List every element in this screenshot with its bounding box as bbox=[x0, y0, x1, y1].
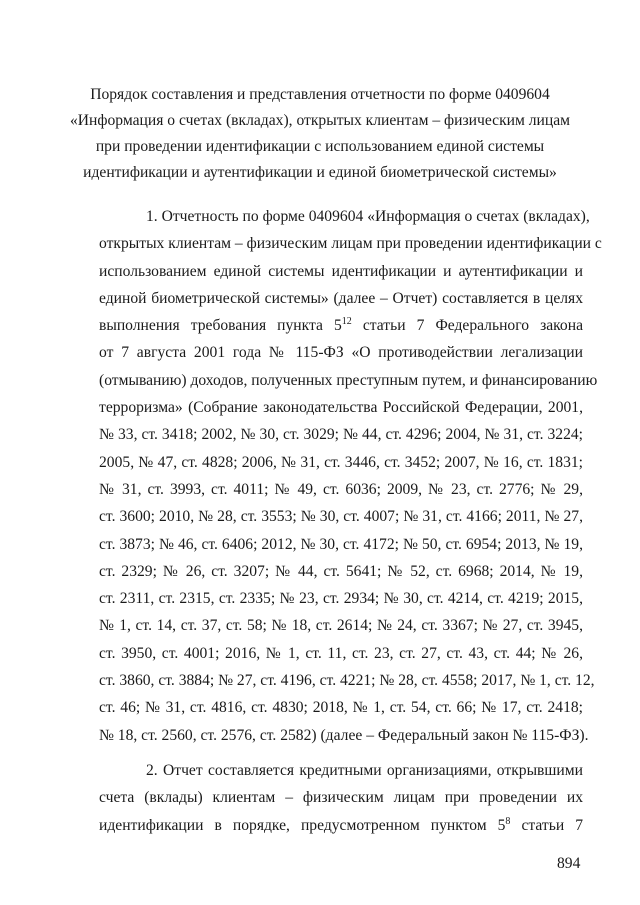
title-line: при проведении идентификации с использованием единой системы bbox=[95, 138, 545, 155]
title-line: идентификации и аутентификации и единой биометрической системы» bbox=[83, 164, 557, 181]
document-body bbox=[99, 203, 602, 839]
text-run: выполнения требования пункта 5 bbox=[99, 317, 342, 335]
paragraph-1-line: от 7 августа 2001 года № 115-ФЗ «О противодействии легализации bbox=[99, 344, 583, 362]
paragraph-1-line: ст. 3873; № 46, ст. 6406; 2012, № 30, ст. 4172; № 50, ст. 6954; 2013, № 19, bbox=[99, 535, 583, 553]
paragraph-1-line: № 1, ст. 14, ст. 37, ст. 58; № 18, ст. 2614; № 24, ст. 3367; № 27, ст. 3945, bbox=[99, 617, 583, 635]
paragraph-1-line: единой биометрической системы» (далее – Отчет) составляется в целях bbox=[99, 289, 583, 307]
paragraph-1-line: ст. 46; № 31, ст. 4816, ст. 4830; 2018, № 1, ст. 54, ст. 66; № 17, ст. 2418; bbox=[99, 699, 583, 717]
paragraph-1-line: ст. 3950, ст. 4001; 2016, № 1, ст. 11, ст. 23, ст. 27, ст. 43, ст. 44; № 26, bbox=[99, 644, 583, 662]
paragraph-1-line: ст. 2311, ст. 2315, ст. 2335; № 23, ст. 2934; № 30, ст. 4214, ст. 4219; 2015, bbox=[99, 590, 583, 608]
paragraph-1-line: ст. 3860, ст. 3884; № 27, ст. 4196, ст. 4221; № 28, ст. 4558; 2017, № 1, ст. 12, bbox=[99, 672, 595, 690]
title-line: Порядок составления и представления отчетности по форме 0409604 bbox=[90, 86, 550, 103]
paragraph-spacer bbox=[99, 749, 583, 757]
superscript: 8 bbox=[505, 815, 511, 827]
superscript: 12 bbox=[341, 316, 352, 328]
paragraph-1-line: терроризма» (Собрание законодательства Российской Федерации, 2001, bbox=[99, 399, 583, 417]
paragraph-2-line bbox=[99, 812, 583, 839]
paragraph-2-line: 2. Отчет составляется кредитными организациями, открывшими bbox=[146, 761, 583, 779]
text-run: статьи 7 Федерального закона bbox=[351, 317, 583, 335]
paragraph-1-line: № 18, ст. 2560, ст. 2576, ст. 2582) (далее – Федеральный закон № 115-ФЗ). bbox=[99, 726, 589, 744]
document-title bbox=[60, 82, 580, 186]
paragraph-1-line: ст. 2329; № 26, ст. 3207; № 44, ст. 5641; № 52, ст. 6968; 2014, № 19, bbox=[99, 562, 583, 580]
paragraph-1-line: № 31, ст. 3993, ст. 4011; № 49, ст. 6036; 2009, № 23, ст. 2776; № 29, bbox=[99, 480, 583, 498]
paragraph-1-line bbox=[99, 312, 583, 339]
paragraph-1-line: 2005, № 47, ст. 4828; 2006, № 31, ст. 3446, ст. 3452; 2007, № 16, ст. 1831; bbox=[99, 453, 583, 471]
text-run: идентификации в порядке, предусмотренном пунктом 5 bbox=[99, 816, 506, 834]
page-number: 894 bbox=[557, 855, 581, 872]
paragraph-2-line: счета (вклады) клиентам – физическим лицам при проведении их bbox=[99, 789, 583, 807]
paragraph-1-line: ст. 3600; 2010, № 28, ст. 3553; № 30, ст. 4007; № 31, ст. 4166; 2011, № 27, bbox=[99, 508, 583, 526]
title-line: «Информация о счетах (вкладах), открытых клиентам – физическим лицам bbox=[69, 112, 571, 129]
paragraph-1-line: 1. Отчетность по форме 0409604 «Информация о счетах (вкладах), bbox=[146, 208, 590, 225]
paragraph-1-line: открытых клиентам – физическим лицам при проведении идентификации с bbox=[99, 235, 602, 253]
paragraph-1-line: использованием единой системы идентификации и аутентификации и bbox=[99, 262, 583, 280]
paragraph-1-line: (отмыванию) доходов, полученных преступным путем, и финансированию bbox=[99, 371, 598, 389]
text-run: статьи 7 bbox=[510, 816, 583, 834]
paragraph-1-line: № 33, ст. 3418; 2002, № 30, ст. 3029; № 44, ст. 4296; 2004, № 31, ст. 3224; bbox=[99, 426, 583, 444]
